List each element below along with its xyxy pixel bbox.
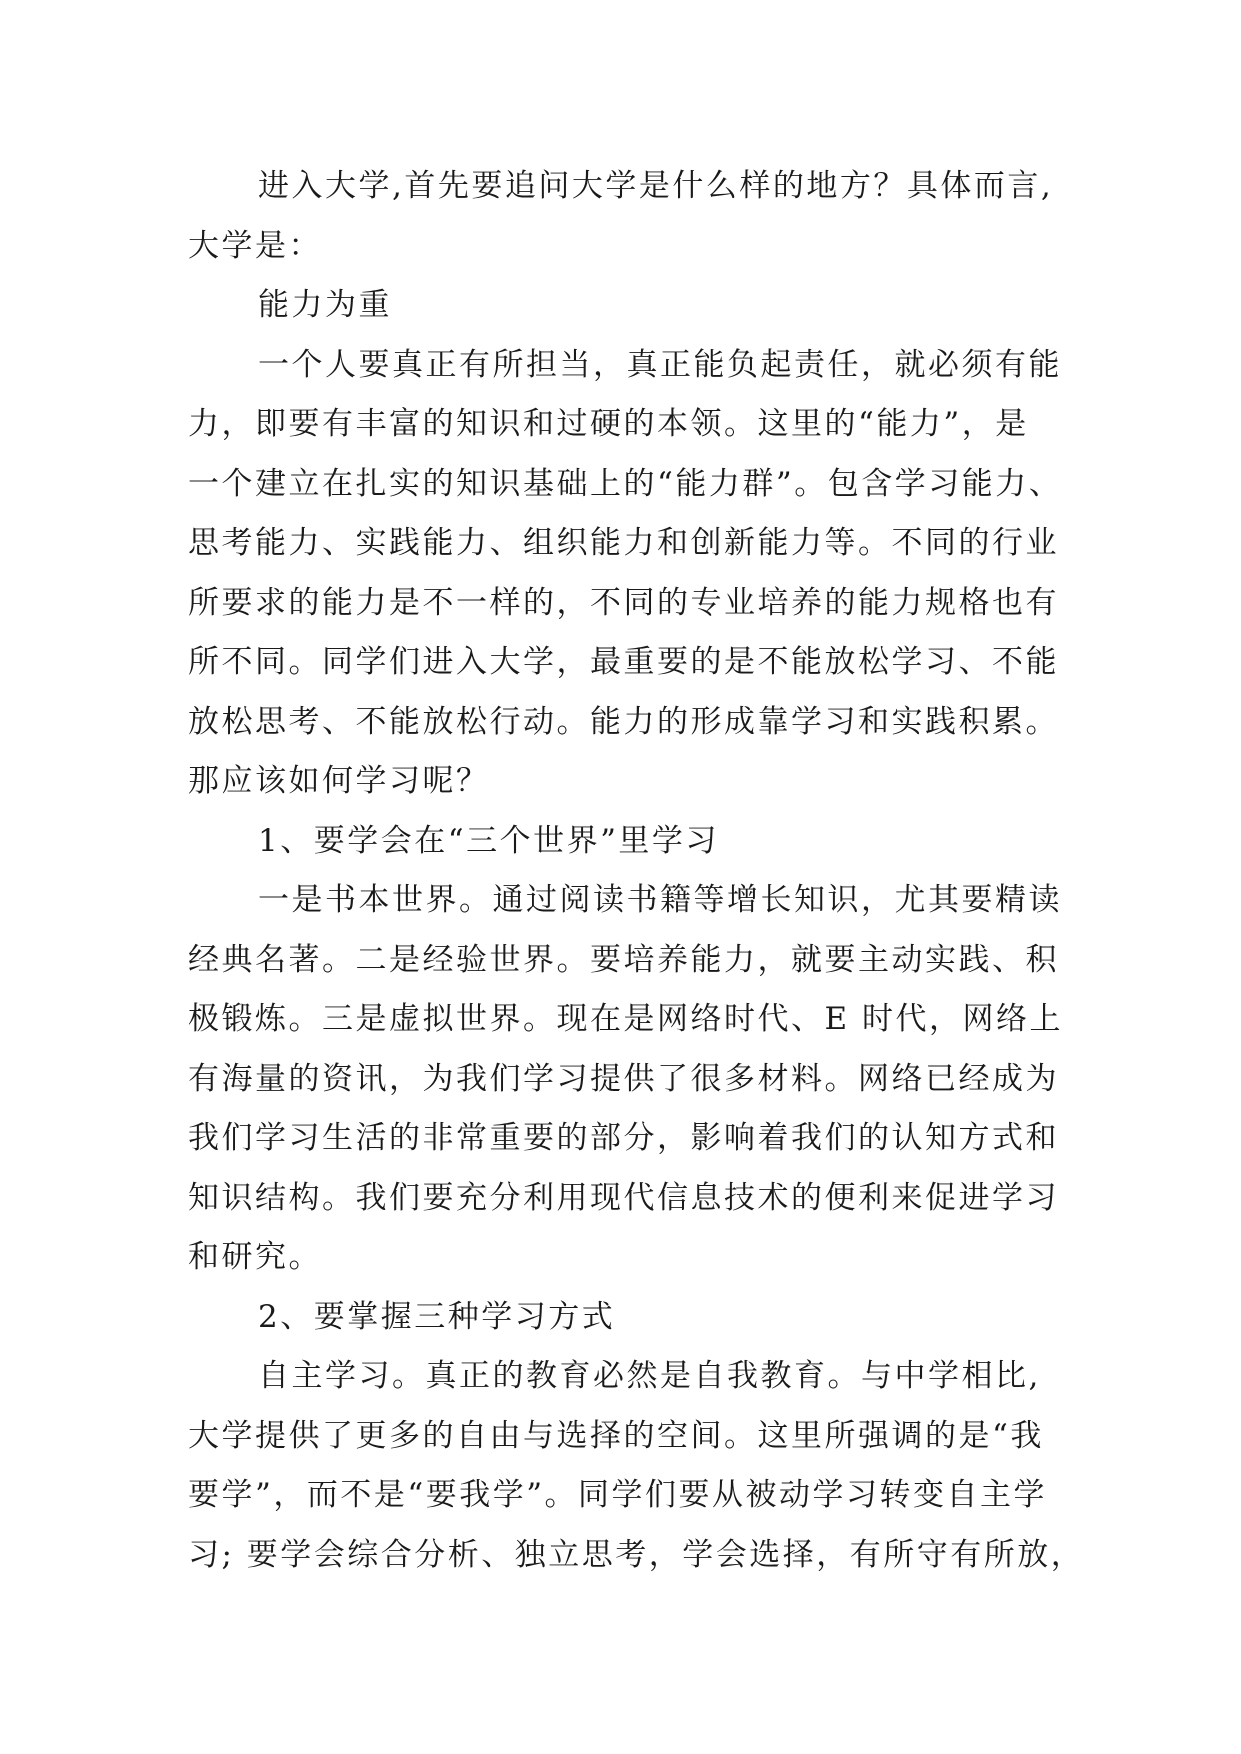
text-line: 那应该如何学习呢？ [188,763,490,799]
text-line: 一是书本世界。通过阅读书籍等增长知识，尤其要精读 [258,882,1062,918]
text-line: 进入大学,首先要追问大学是什么样的地方？具体而言, [258,168,1054,204]
three-worlds-paragraph [188,871,1088,1288]
intro-paragraph [188,157,1088,276]
section-heading: 1、要学会在“三个世界”里学习 [258,822,719,859]
text-line: 知识结构。我们要充分利用现代信息技术的便利来促进学习 [188,1179,1059,1216]
heading-ability [188,276,1088,336]
text-line: 一个人要真正有所担当，真正能负起责任，就必须有能 [258,346,1062,383]
text-line: 我们学习生活的非常重要的部分，影响着我们的认知方式和 [188,1120,1059,1156]
text-line: 要学”，而不是“要我学”。同学们要从被动学习转变自主学 [188,1477,1048,1513]
body-text [188,157,1088,1585]
text-line: 放松思考、不能放松行动。能力的形成靠学习和实践积累。 [188,703,1059,740]
text-line: 所要求的能力是不一样的，不同的专业培养的能力规格也有 [188,584,1059,621]
text-line: 力，即要有丰富的知识和过硬的本领。这里的“能力”，是 [188,406,1029,442]
text-line: 极锻炼。三是虚拟世界。现在是网络时代、E 时代，网络上 [188,1001,1063,1037]
text-line: 所不同。同学们进入大学，最重要的是不能放松学习、不能 [188,644,1059,680]
self-study-paragraph [188,1347,1088,1585]
section-heading: 能力为重 [258,287,392,323]
text-line: 习; 要学会综合分析、独立思考，学会选择，有所守有所放， [188,1536,1085,1573]
text-line: 一个建立在扎实的知识基础上的“能力群”。包含学习能力、 [188,465,1063,502]
ability-paragraph [188,336,1088,812]
section-heading: 2、要掌握三种学习方式 [258,1298,616,1335]
heading-three-worlds [188,812,1088,872]
text-line: 和研究。 [188,1239,322,1275]
text-line: 思考能力、实践能力、组织能力和创新能力等。不同的行业 [188,525,1059,561]
text-line: 有海量的资讯，为我们学习提供了很多材料。网络已经成为 [188,1060,1059,1097]
text-line: 大学是： [188,227,322,264]
text-line: 经典名著。二是经验世界。要培养能力，就要主动实践、积 [188,941,1059,978]
heading-three-methods [188,1288,1088,1348]
text-line: 自主学习。真正的教育必然是自我教育。与中学相比, [258,1358,1041,1394]
text-line: 大学提供了更多的自由与选择的空间。这里所强调的是“我 [188,1417,1044,1454]
